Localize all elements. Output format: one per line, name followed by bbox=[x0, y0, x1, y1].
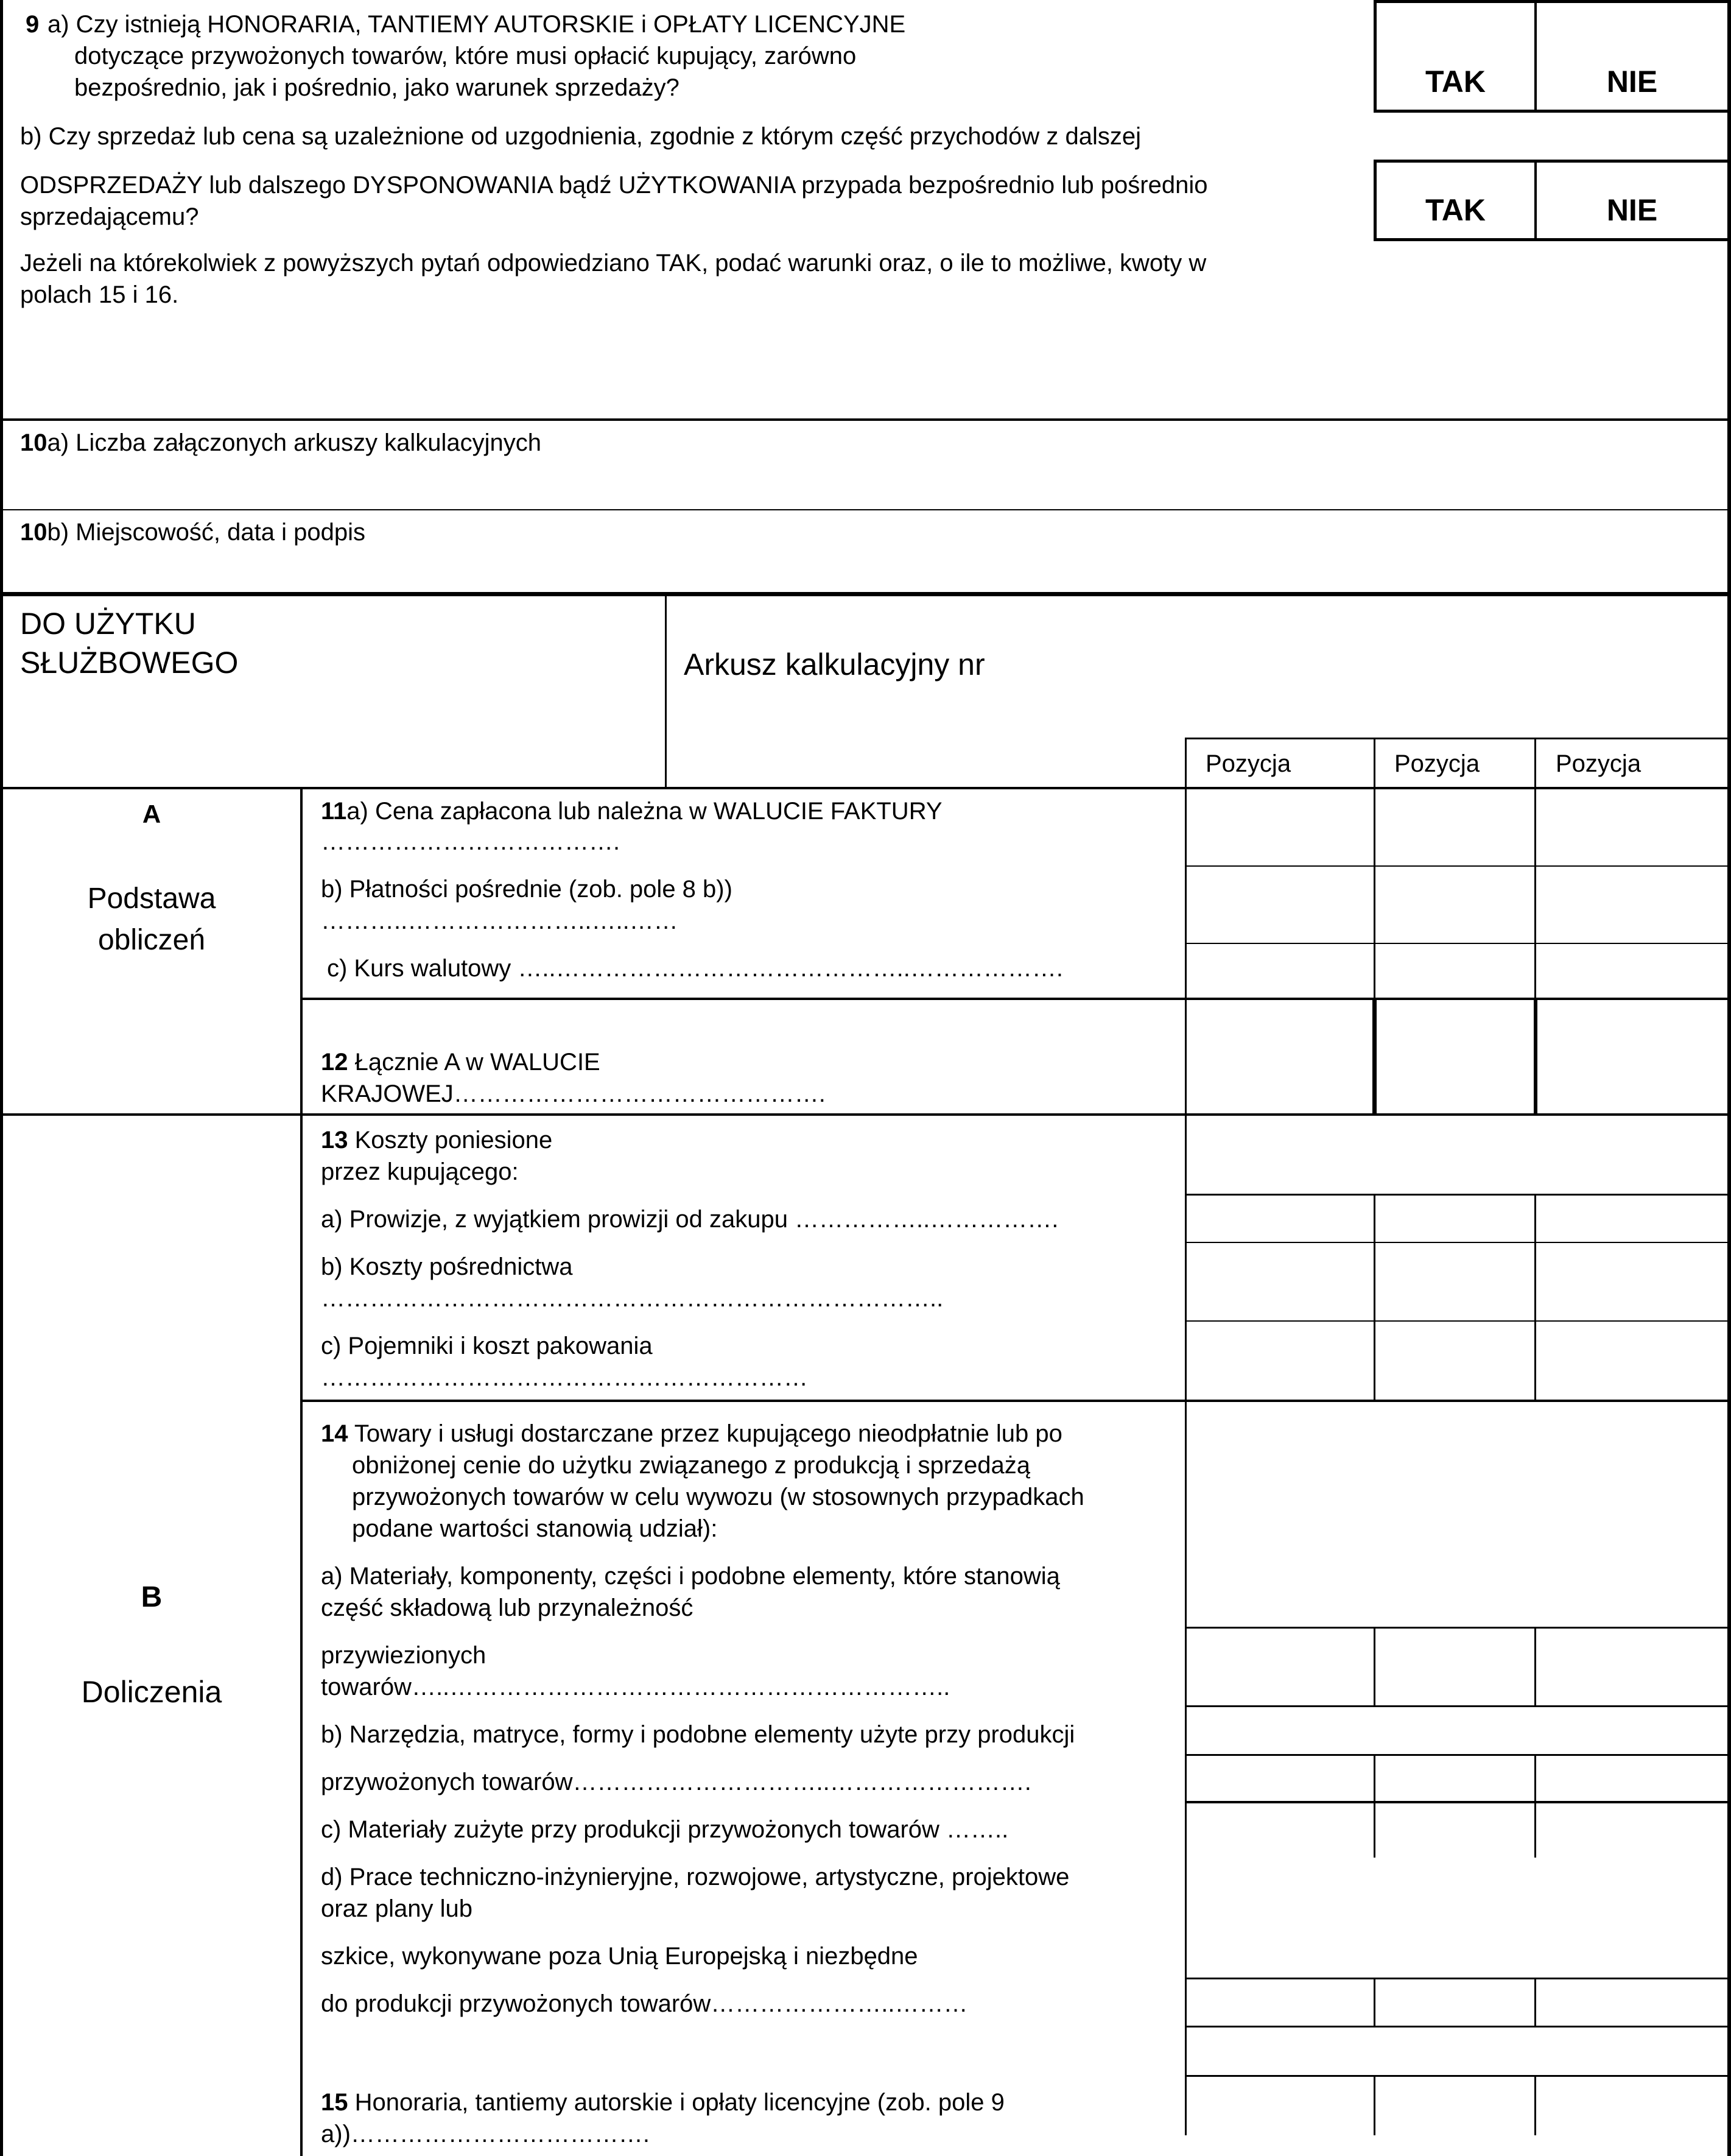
row-14a-line3: przywiezionych bbox=[321, 1642, 486, 1669]
q9b-no-box[interactable]: NIE bbox=[1606, 193, 1658, 227]
row-14-label bbox=[321, 1418, 1062, 1450]
q10a-number: 10 bbox=[20, 429, 47, 456]
row-11b-dots: ………..…………………..…..…… bbox=[321, 907, 678, 934]
row-13c-label: c) Pojemniki i koszt pakowania bbox=[321, 1333, 653, 1359]
q10b-text: b) Miejscowość, data i podpis bbox=[47, 519, 365, 546]
group-b-title: Doliczenia bbox=[81, 1675, 222, 1709]
row-12-text: Łącznie A w WALUCIE bbox=[348, 1049, 600, 1076]
official-use-line2: SŁUŻBOWEGO bbox=[20, 646, 239, 680]
q9-note-line2: polach 15 i 16. bbox=[20, 281, 179, 308]
row-14a-line1: a) Materiały, komponenty, części i podobne elementy, które stanowią bbox=[321, 1563, 1060, 1590]
row-14-line2: obniżonej cenie do użytku związanego z produkcją i sprzedażą bbox=[352, 1452, 1031, 1479]
item-column-header-3: Pozycja bbox=[1556, 750, 1641, 777]
row-13c-dots: …………………………………………………… bbox=[321, 1364, 808, 1391]
group-a-title-line2: obliczeń bbox=[97, 924, 206, 956]
row-15-label bbox=[321, 2087, 1005, 2119]
row-11-number: 11 bbox=[321, 798, 347, 825]
official-use-line1: DO UŻYTKU bbox=[20, 607, 196, 641]
q9b-line3: sprzedającemu? bbox=[20, 203, 199, 230]
q10b-label[interactable] bbox=[20, 516, 365, 549]
row-14b-line1: b) Narzędzia, matryce, formy i podobne elementy użyte przy produkcji bbox=[321, 1721, 1075, 1748]
row-14a-line2: część składową lub przynależność bbox=[321, 1594, 693, 1621]
q9b-line1: b) Czy sprzedaż lub cena są uzależnione od uzgodnienia, zgodnie z którym część przychodów z dalszej bbox=[20, 123, 1141, 150]
row-15-text: Honoraria, tantiemy autorskie i opłaty licencyjne (zob. pole 9 bbox=[348, 2089, 1005, 2116]
q9a-line2: dotyczące przywożonych towarów, które musi opłacić kupujący, zarówno bbox=[74, 43, 857, 69]
row-11b-label: b) Płatności pośrednie (zob. pole 8 b)) bbox=[321, 876, 732, 903]
row-13-label-line2: przez kupującego: bbox=[321, 1158, 519, 1185]
row-14-text: Towary i usługi dostarczane przez kupującego nieodpłatnie lub po bbox=[348, 1420, 1062, 1447]
q9a-no-box[interactable]: NIE bbox=[1606, 65, 1658, 99]
q9a-yes-box[interactable]: TAK bbox=[1425, 65, 1486, 99]
row-11a-dots: ………………………………. bbox=[321, 828, 620, 855]
row-14b-line2: przywożonych towarów…………………………..……………………. bbox=[321, 1769, 1031, 1795]
row-13-label bbox=[321, 1124, 552, 1157]
row-14d-line4: do produkcji przywożonych towarów…………………..……… bbox=[321, 1990, 968, 2017]
q9a-line3: bezpośrednio, jak i pośrednio, jako warunek sprzedaży? bbox=[74, 74, 679, 101]
row-13b-dots: ………………………………………………………………….. bbox=[321, 1285, 944, 1312]
q9b-line2: ODSPRZEDAŻY lub dalszego DYSPONOWANIA bądź UŻYTKOWANIA przypada bezpośrednio lub pośrednio bbox=[20, 172, 1208, 199]
q9a-line1: a) Czy istnieją HONORARIA, TANTIEMY AUTORSKIE i OPŁATY LICENCYJNE bbox=[47, 11, 906, 38]
row-13a-label: a) Prowizje, z wyjątkiem prowizji od zakupu ……………..……………. bbox=[321, 1206, 1059, 1233]
row-14-number: 14 bbox=[321, 1420, 348, 1447]
row-11c-label: c) Kurs walutowy …..……………………………………..………………. bbox=[327, 955, 1063, 982]
row-12-label bbox=[321, 1046, 600, 1079]
q9-number: 9 bbox=[26, 11, 40, 38]
group-a-letter: A bbox=[142, 800, 161, 828]
row-14d-line2: oraz plany lub bbox=[321, 1895, 473, 1922]
row-11a-text: a) Cena zapłacona lub należna w WALUCIE FAKTURY bbox=[346, 798, 943, 825]
row-14-line4: podane wartości stanowią udział): bbox=[352, 1515, 718, 1542]
row-14d-line1: d) Prace techniczno-inżynieryjne, rozwojowe, artystyczne, projektowe bbox=[321, 1864, 1070, 1890]
q9-note-line1: Jeżeli na którekolwiek z powyższych pytań odpowiedziano TAK, podać warunki oraz, o ile to możliwe, kwoty w bbox=[20, 250, 1207, 277]
row-12-number: 12 bbox=[321, 1049, 348, 1076]
row-12-label-line2: KRAJOWEJ………………………………………. bbox=[321, 1080, 826, 1107]
row-13-number: 13 bbox=[321, 1127, 348, 1154]
row-14d-line3: szkice, wykonywane poza Unią Europejską i niezbędne bbox=[321, 1943, 918, 1970]
row-14a-line4: towarów…..…………………………………………………….. bbox=[321, 1674, 950, 1700]
group-b-letter: B bbox=[141, 1581, 163, 1613]
q10b-number: 10 bbox=[20, 519, 47, 546]
group-a-title-line1: Podstawa bbox=[87, 882, 216, 915]
row-11a-label bbox=[321, 795, 943, 828]
row-13-text: Koszty poniesione bbox=[348, 1127, 553, 1154]
q10a-text: a) Liczba załączonych arkuszy kalkulacyjnych bbox=[47, 429, 541, 456]
row-13b-label: b) Koszty pośrednictwa bbox=[321, 1253, 573, 1280]
row-15-line2: a))………………………………. bbox=[321, 2121, 650, 2147]
item-column-header-2: Pozycja bbox=[1394, 750, 1480, 777]
row-15-number: 15 bbox=[321, 2089, 348, 2116]
row-14c-label: c) Materiały zużyte przy produkcji przywożonych towarów …….. bbox=[321, 1816, 1009, 1843]
item-column-header-1: Pozycja bbox=[1206, 750, 1291, 777]
row-14-line3: przywożonych towarów w celu wywozu (w stosownych przypadkach bbox=[352, 1484, 1084, 1510]
worksheet-number-label: Arkusz kalkulacyjny nr bbox=[684, 647, 985, 682]
q10a-label[interactable] bbox=[20, 427, 541, 459]
q9b-yes-box[interactable]: TAK bbox=[1425, 193, 1486, 227]
